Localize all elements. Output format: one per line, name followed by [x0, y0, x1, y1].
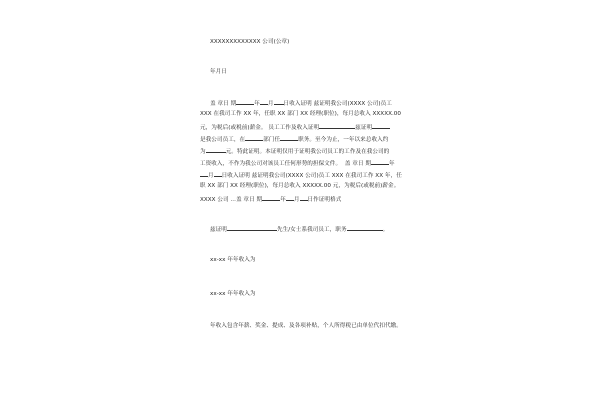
blank-field	[286, 194, 294, 201]
blank-field	[236, 98, 254, 105]
annual-income-line-2: xx-xx 年年收入为	[210, 291, 256, 297]
blank-field	[300, 194, 308, 201]
para-line-3: 元，为税后(或税前)薪金。 员工工作及收入证明 兹证明	[200, 122, 390, 132]
para-line-5: 为 元。特此证明。本证明仅用于证明我公司员工的工作及在我公司的	[200, 146, 389, 156]
blank-field	[371, 158, 389, 165]
certification-line: 兹证明 先生/女士系我司员工，职务 。	[210, 224, 388, 234]
para-line-8: 职 XX 部门 XX 经理(职位)，每月总收入 XXXXX.00 元，为税后(或税前)薪金。	[200, 183, 400, 189]
blank-field	[206, 146, 226, 153]
para-line-9: XXXX 公司 ...盖 章日 期 年 月 日作证明格式	[200, 194, 341, 204]
blank-field	[347, 224, 383, 231]
blank-field	[200, 170, 208, 177]
para-line-7: 月 日收入证明 兹证明我公司(XXXX 公司)员工 XXX 在我司工作 XX 年，任	[200, 170, 402, 180]
blank-field	[372, 122, 390, 129]
income-note: 年收入包含年薪、奖金、提成、及各项补贴，个人所得税已由单位代扣代缴。	[210, 323, 402, 329]
para-line-1: 盖 章日 期 年 月 日收入证明 兹证明我公司(XXXX 公司)员工	[210, 98, 392, 108]
blank-field	[245, 134, 263, 141]
blank-field	[260, 98, 268, 105]
blank-field	[214, 170, 222, 177]
blank-field	[274, 98, 284, 105]
blank-field	[280, 134, 298, 141]
para-line-6: 工资收入，不作为我公司对该员工任何形势的担保文件。 盖 章日 期 年	[200, 158, 395, 168]
annual-income-line-1: xx-xx 年年收入为	[210, 257, 256, 263]
blank-field	[262, 194, 280, 201]
blank-field	[319, 122, 355, 129]
company-seal-line	[210, 38, 289, 46]
para-line-2: XXX 在我司工作 XX 年，任职 XX 部门 XX 经理(职位)，每月总收入 XXXXX.00	[200, 111, 402, 117]
blank-field	[227, 224, 277, 231]
para-line-4: 是我公司员工，在 部门任 职务。至今为止，一年以来总收入约	[200, 134, 388, 144]
date-line: 年月日	[210, 69, 227, 75]
company-name: XXXXXXXXXXXXX 公司(公章)	[210, 39, 290, 45]
